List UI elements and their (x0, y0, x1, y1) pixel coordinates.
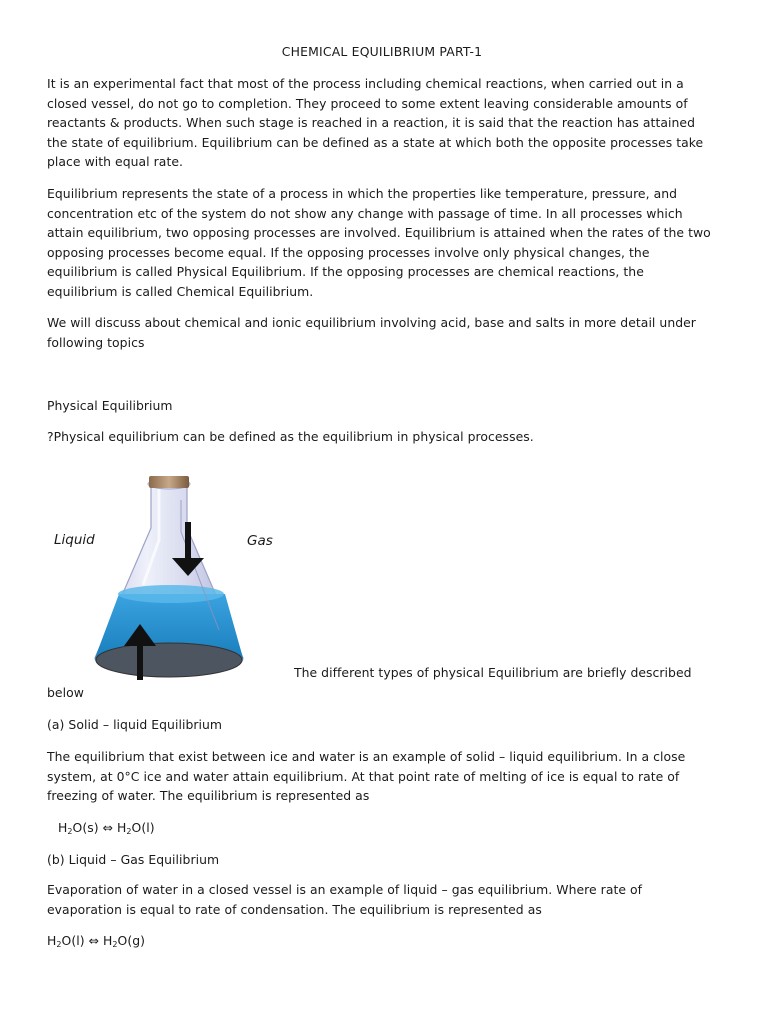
topics-paragraph: We will discuss about chemical and ionic equilibrium involving acid, base and salts in more detail under following topics (47, 315, 696, 350)
physical-equilibrium-heading: Physical Equilibrium (47, 398, 173, 413)
intro-paragraph: It is an experimental fact that most of the process including chemical reactions, when carried out in a closed vessel, do not go to completion. They proceed to some extent leaving considerable amounts of reactants & products. When such stage is reached in a reaction, it is said that the reaction has attained the state of equilibrium. Equilibrium can be defined as a state at which both the opposite processes take place with equal rate. (47, 76, 704, 170)
figure-caption (47, 663, 715, 702)
flask-figure (47, 470, 347, 685)
equation-solid-liquid: $H_2O(s)$ ⇔ $H_2O(l)$ (58, 820, 155, 836)
equilibrium-paragraph: Equilibrium represents the state of a process in which the properties like temperature, pressure, and concentration etc of the system do not show any change with passage of time. In all processes which attain equilibrium, two opposing processes are involved. Equilibrium is attained when the rates of the two opposing processes become equal. If the opposing processes involve only physical changes, the equilibrium is called Physical Equilibrium. If the opposing processes are chemical reactions, the equilibrium is called Chemical Equilibrium. (47, 186, 711, 299)
section-a-heading: (a) Solid – liquid Equilibrium (47, 717, 223, 732)
document-title: CHEMICAL EQUILIBRIUM PART-1 (281, 44, 483, 59)
liquid-label: Liquid (54, 532, 95, 548)
physical-equilibrium-definition: ?Physical equilibrium can be defined as the equilibrium in physical processes. (47, 429, 534, 444)
section-a-text: The equilibrium that exist between ice and water is an example of solid – liquid equilibrium. In a close system, at 0°C ice and water attain equilibrium. At that point rate of melting of ice is equal to rate of freezing of water. The equilibrium is represented as (47, 749, 686, 804)
cork-stopper (149, 476, 189, 488)
section-b-heading: (b) Liquid – Gas Equilibrium (47, 852, 220, 867)
flask-illustration (47, 470, 347, 685)
section-b-text: Evaporation of water in a closed vessel is an example of liquid – gas equilibrium. Where rate of evaporation is equal to rate of condensation. The equilibrium is represented as (47, 882, 643, 917)
caption-text: The different types of physical Equilibrium are briefly described below (47, 665, 692, 700)
gas-label: Gas (247, 533, 273, 549)
equation-liquid-gas: $H_2O(l)$ ⇔ $H_2O(g)$ (47, 933, 146, 949)
